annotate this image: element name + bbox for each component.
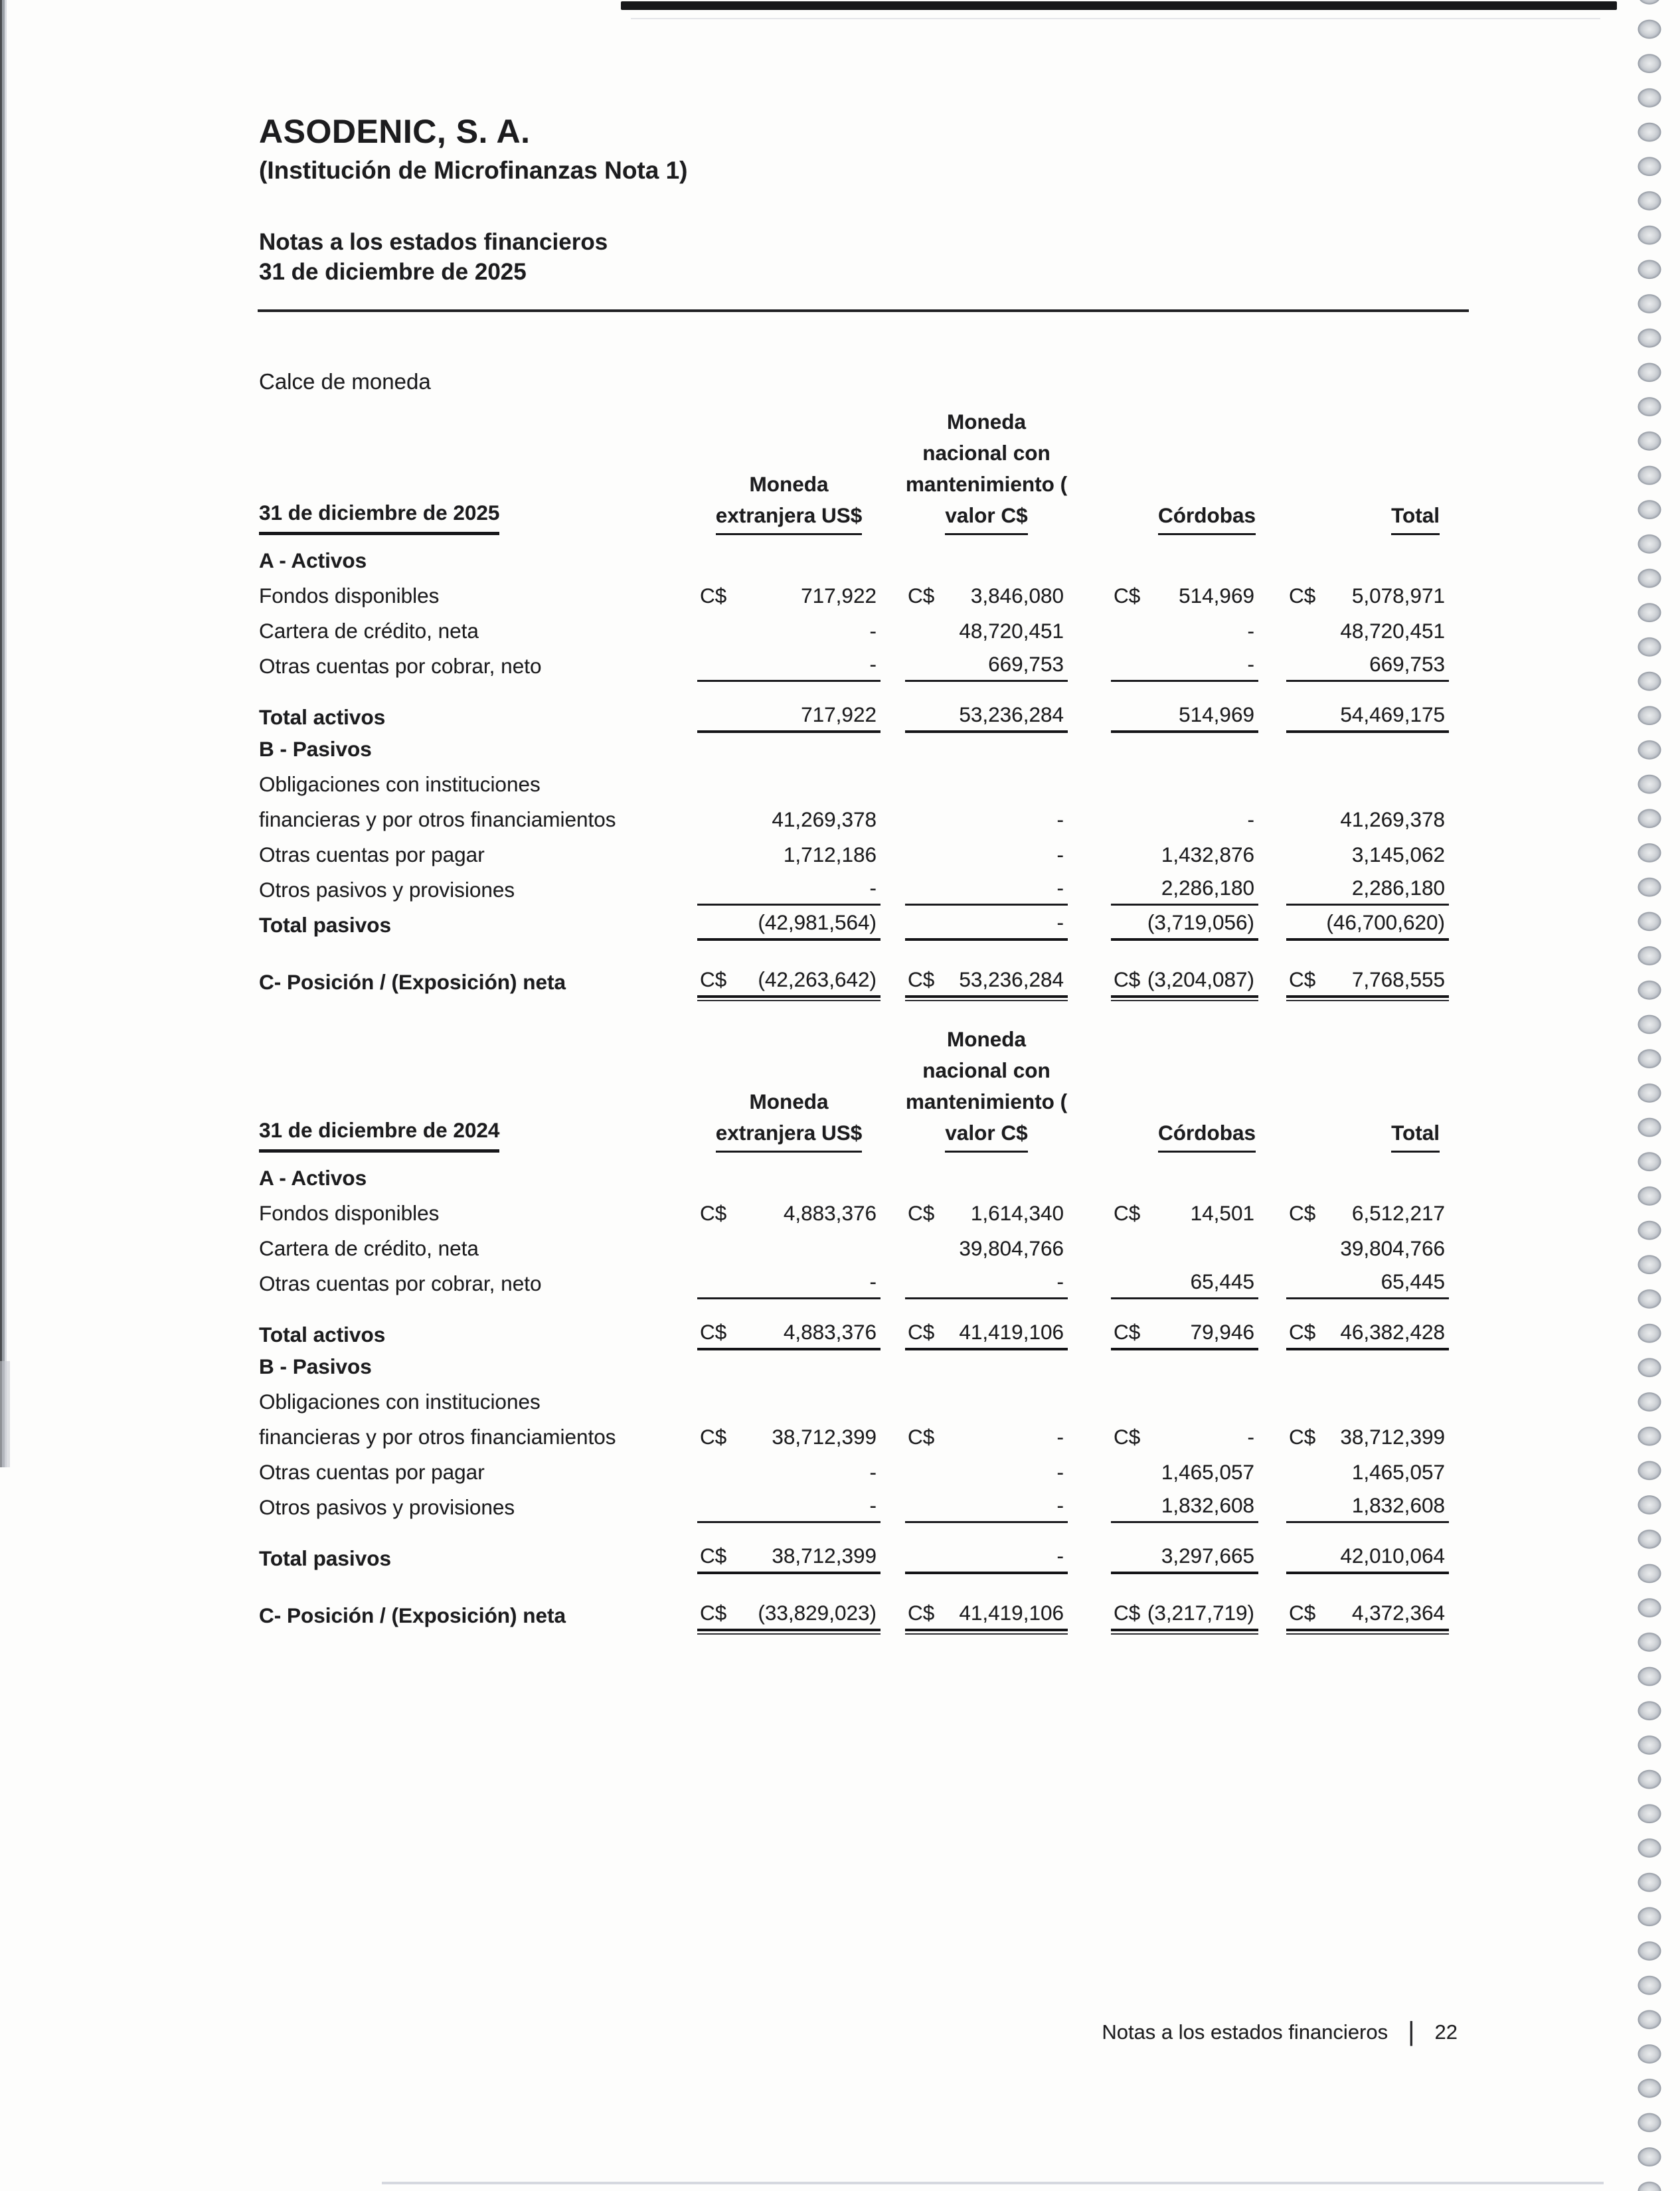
scan-edge-bottom-line [382,2182,1604,2184]
table-row: Obligaciones con instituciones [259,1390,541,1414]
cell-usd: - [697,1269,881,1299]
cell-total: 48,720,451 [1340,619,1445,643]
cell-cordobas: (3,719,056) [1111,910,1258,941]
table-row: Otras cuentas por pagar 1,712,186 - 1,432,876 3,145,062 [259,835,1461,870]
cell-total: 41,269,378 [1340,807,1445,831]
cell-valor: C$ 41,419,106 [905,1601,1068,1631]
table-2024 [259,1024,1461,1631]
cell-total: C$ 4,372,364 [1286,1601,1449,1631]
column-header-date: 31 de diciembre de 2024 [259,1115,697,1153]
cell-total: 54,469,175 [1286,702,1449,733]
cell-usd: - [869,1460,877,1484]
cell-valor: C$ 3,846,080 [908,584,1064,608]
table-2024-header [259,1024,1461,1153]
table-row: Cartera de crédito, neta 39,804,766 39,804,766 [259,1229,1461,1264]
document-date: 31 de diciembre de 2025 [259,259,527,285]
cell-valor: 48,720,451 [959,619,1064,643]
cell-valor: C$ - [908,1425,1064,1449]
scan-edge-left-smudge [0,1361,10,1467]
cell-total: 3,145,062 [1351,843,1445,866]
spiral-binding-holes [1628,0,1671,2191]
cell-cordobas: 1,432,876 [1161,843,1254,866]
cell-usd: C$ 717,922 [700,584,877,608]
table-row-section: B - Pasivos [259,737,372,761]
page-number: 22 [1434,2020,1458,2044]
cell-cordobas: 1,465,057 [1161,1460,1254,1484]
table-row-section: A - Activos [259,548,367,572]
cell-valor: - [905,1544,1068,1574]
table-row-posicion-neta: C- Posición / (Exposición) neta C$ (33,829,023) C$ 41,419,106 C$ (3,217,719) C$ 4,372,364 [259,1594,1461,1631]
page-footer [259,2017,1458,2047]
cell-cordobas: C$ 79,946 [1111,1320,1258,1350]
header-rule [258,309,1469,312]
cell-valor: - [1056,807,1064,831]
table-row: Obligaciones con instituciones [259,772,541,796]
cell-cordobas: 65,445 [1111,1269,1258,1299]
cell-usd: - [697,652,881,682]
cell-cordobas: 514,969 [1111,702,1258,733]
cell-usd: - [697,876,881,906]
column-header-cordobas: Córdobas [1111,500,1258,535]
cell-valor: - [905,1269,1068,1299]
table-row: Cartera de crédito, neta - 48,720,451 - 48,720,451 [259,611,1461,647]
table-row: financieras y por otros financiamientos C$ 38,712,399 C$ - C$ - C$ 38,712,399 [259,1418,1461,1453]
cell-total: C$ 46,382,428 [1286,1320,1449,1350]
cell-cordobas: C$ - [1114,1425,1254,1449]
table-row-section: A - Activos [259,1166,367,1190]
cell-valor: 39,804,766 [959,1236,1064,1260]
cell-valor: C$ 41,419,106 [905,1320,1068,1350]
column-header-valor: Moneda nacional con mantenimiento ( valor C$ [905,1024,1068,1153]
cell-usd: C$ (33,829,023) [697,1601,881,1631]
cell-usd: 1,712,186 [783,843,877,866]
cell-cordobas: 2,286,180 [1111,876,1258,906]
table-2025 [259,406,1461,998]
scan-edge-top-shadow [631,18,1600,19]
table-row-total-pasivos: Total pasivos (42,981,564) - (3,719,056) (46,700,620) [259,906,1461,941]
cell-usd: (42,981,564) [697,910,881,941]
cell-usd: C$ 4,883,376 [697,1320,881,1350]
document-title: Notas a los estados financieros [259,229,608,255]
cell-cordobas: - [1111,652,1258,682]
table-row: Fondos disponibles C$ 717,922 C$ 3,846,080 C$ 514,969 C$ 5,078,971 [259,576,1461,611]
column-header-usd: Moneda extranjera US$ [697,469,881,535]
scan-edge-left [0,0,7,1467]
cell-total: 1,465,057 [1351,1460,1445,1484]
cell-valor: - [1056,843,1064,866]
cell-total: C$ 7,768,555 [1286,967,1449,998]
cell-total: 1,832,608 [1286,1493,1449,1523]
cell-usd: C$ 38,712,399 [697,1544,881,1574]
cell-total: C$ 5,078,971 [1289,584,1445,608]
cell-cordobas: C$ (3,204,087) [1111,967,1258,998]
cell-valor: - [1056,1460,1064,1484]
cell-total: 2,286,180 [1286,876,1449,906]
cell-usd: 717,922 [697,702,881,733]
table-row: Otras cuentas por cobrar, neto - - 65,445 65,445 [259,1264,1461,1299]
column-header-total: Total [1286,1117,1449,1153]
column-header-date: 31 de diciembre de 2025 [259,497,697,535]
cell-cordobas: C$ 514,969 [1114,584,1254,608]
cell-cordobas [1111,1261,1258,1264]
cell-usd [697,1261,881,1264]
cell-usd: 41,269,378 [772,807,877,831]
column-header-valor: Moneda nacional con mantenimiento ( valor C$ [905,406,1068,535]
cell-total: C$ 38,712,399 [1289,1425,1445,1449]
company-name: ASODENIC, S. A. [259,113,531,150]
table-2025-header [259,406,1461,535]
cell-cordobas: 1,832,608 [1111,1493,1258,1523]
cell-valor: - [905,910,1068,941]
cell-usd: - [869,619,877,643]
cell-cordobas: - [1247,807,1254,831]
cell-valor: 53,236,284 [905,702,1068,733]
cell-cordobas: C$ 14,501 [1114,1201,1254,1225]
company-subtitle: (Institución de Microfinanzas Nota 1) [259,157,688,184]
cell-usd: C$ 4,883,376 [700,1201,877,1225]
section-title: Calce de moneda [259,369,431,394]
cell-usd: - [697,1493,881,1523]
cell-usd: C$ (42,263,642) [697,967,881,998]
cell-total: 42,010,064 [1286,1544,1449,1574]
table-row: Fondos disponibles C$ 4,883,376 C$ 1,614,340 C$ 14,501 C$ 6,512,217 [259,1194,1461,1229]
cell-total: C$ 6,512,217 [1289,1201,1445,1225]
cell-cordobas: 3,297,665 [1111,1544,1258,1574]
table-row: Otras cuentas por cobrar, neto - 669,753 - 669,753 [259,647,1461,682]
cell-total: (46,700,620) [1286,910,1449,941]
cell-total: 669,753 [1286,652,1449,682]
table-row: Otras cuentas por pagar - - 1,465,057 1,465,057 [259,1453,1461,1488]
table-row-total-activos: Total activos 717,922 53,236,284 514,969 54,469,175 [259,698,1461,733]
cell-total: 65,445 [1286,1269,1449,1299]
column-header-total: Total [1286,500,1449,535]
cell-cordobas: - [1247,619,1254,643]
scan-edge-top-line [621,1,1617,10]
table-row-total-pasivos: Total pasivos C$ 38,712,399 - 3,297,665 42,010,064 [259,1539,1461,1574]
table-row: financieras y por otros financiamientos 41,269,378 - - 41,269,378 [259,800,1461,835]
column-header-usd: Moneda extranjera US$ [697,1086,881,1153]
document-header [259,112,688,287]
cell-valor: C$ 53,236,284 [905,967,1068,998]
cell-cordobas: C$ (3,217,719) [1111,1601,1258,1631]
table-row-total-activos: Total activos C$ 4,883,376 C$ 41,419,106 C$ 79,946 C$ 46,382,428 [259,1315,1461,1350]
cell-usd: C$ 38,712,399 [700,1425,877,1449]
cell-total: 39,804,766 [1340,1236,1445,1260]
cell-valor: - [905,876,1068,906]
column-header-cordobas: Córdobas [1111,1117,1258,1153]
table-row-posicion-neta: C- Posición / (Exposición) neta C$ (42,263,642) C$ 53,236,284 C$ (3,204,087) C$ 7,768,555 [259,961,1461,998]
table-row-section: B - Pasivos [259,1354,372,1378]
cell-valor: 669,753 [905,652,1068,682]
footer-separator: | [1408,2017,1415,2046]
cell-valor: C$ 1,614,340 [908,1201,1064,1225]
table-row: Otros pasivos y provisiones - - 2,286,180 2,286,180 [259,870,1461,906]
cell-valor: - [905,1493,1068,1523]
footer-label: Notas a los estados financieros [1102,2020,1388,2044]
table-row: Otros pasivos y provisiones - - 1,832,608 1,832,608 [259,1488,1461,1523]
